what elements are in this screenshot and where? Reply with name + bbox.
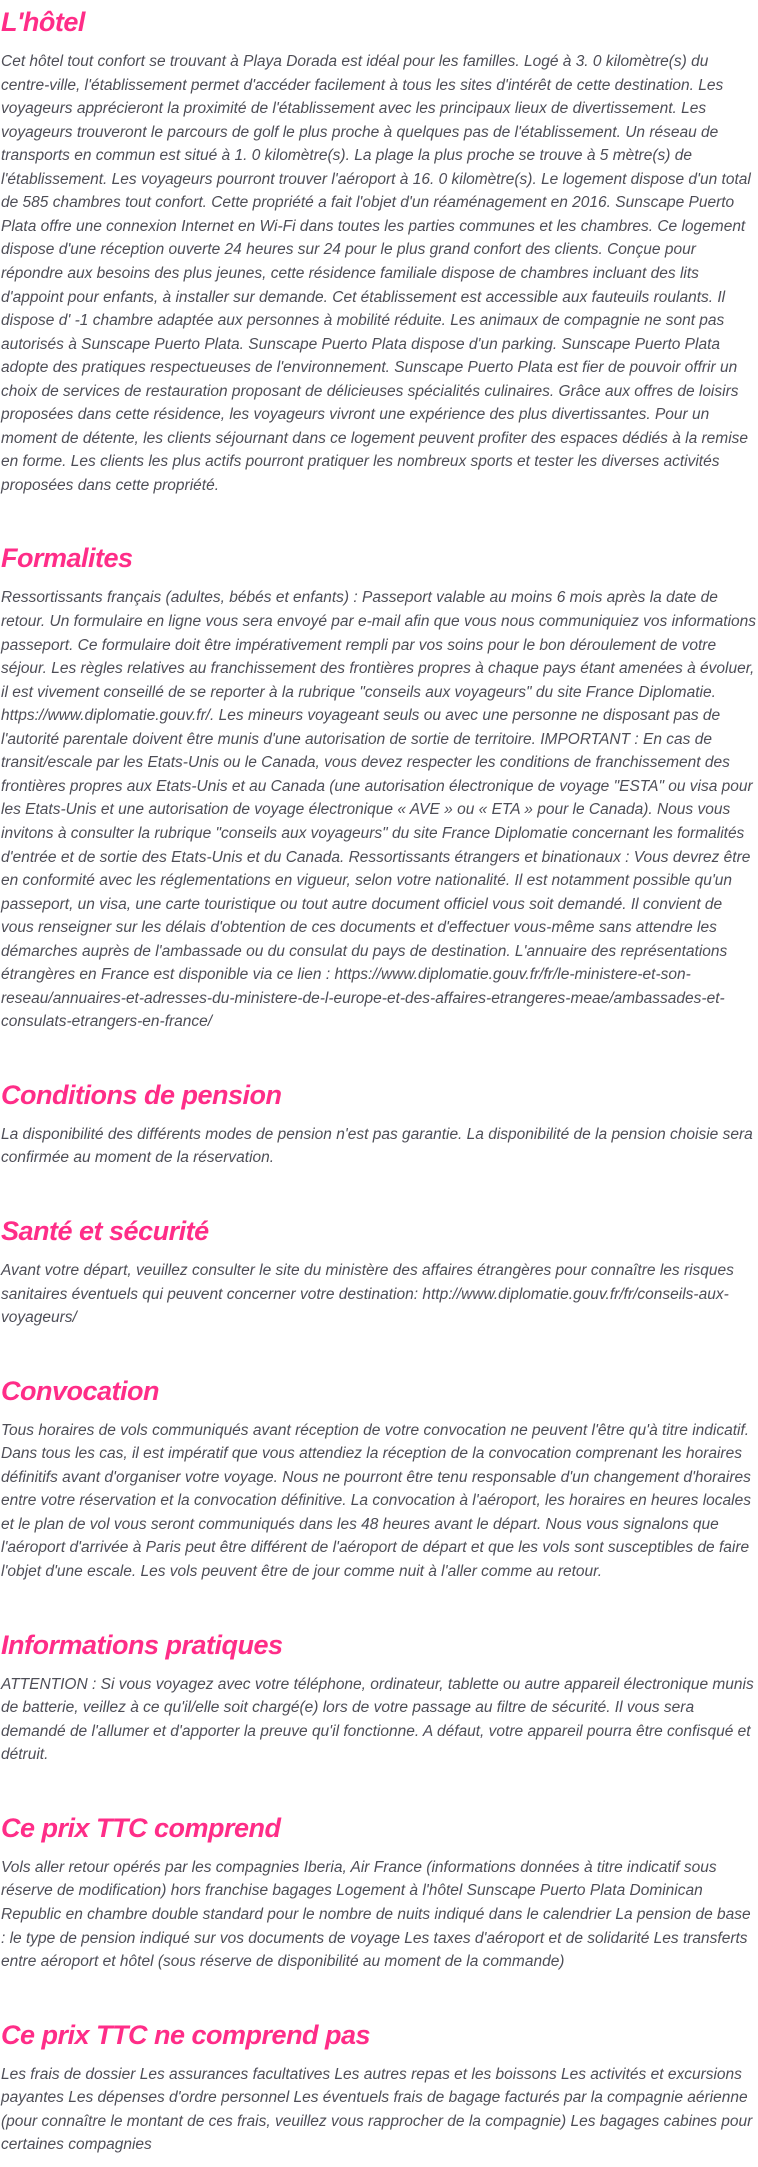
section-body-hotel: Cet hôtel tout confort se trouvant à Playa Dorada est idéal pour les familles. Logé à 3. 0 kilomètre(s) du centre-ville, l'établissement permet d'accéder facilement à tous les sites d'intérêt de cette destination. Les voyageurs apprécieront la proximité de l'établissement avec les principaux lieux de divertissement. Les voyageurs trouveront le parcours de golf le plus proche à quelques pas de l'établissement. Un réseau de transports en commun est situé à 1. 0 kilomètre(s). La plage la plus proche se trouve à 5 mètre(s) de l'établissement. Les voyageurs pourront trouver l'aéroport à 16. 0 kilomètre(s). Le logement dispose d'un total de 585 chambres tout confort. Cette propriété a fait l'objet d'un réaménagement en 2016. Sunscape Puerto Plata offre une connexion Internet en Wi-Fi dans toutes les parties communes et les chambres. Ce logement dispose d'une réception ouverte 24 heures sur 24 pour le plus grand confort des clients. Conçue pour répondre aux besoins des plus jeunes, cette résidence familiale dispose de chambres incluant des lits d'appoint pour enfants, à installer sur demande. Cet établissement est accessible aux fauteuils roulants. Il dispose d' -1 chambre adaptée aux personnes à mobilité réduite. Les animaux de compagnie ne sont pas autorisés à Sunscape Puerto Plata. Sunscape Puerto Plata dispose d'un parking. Sunscape Puerto Plata adopte des pratiques respectueuses de l'environnement. Sunscape Puerto Plata est fier de pouvoir offrir un choix de services de restauration proposant de délicieuses spécialités culinaires. Grâce aux offres de loisirs proposées dans cette résidence, les voyageurs vivront une expérience des plus divertissantes. Pour un moment de détente, les clients séjournant dans ce logement peuvent profiter des espaces dédiés à la remise en forme. Les clients les plus actifs pourront pratiquer les nombreux sports et tester les diverses activités proposées dans cette propriété.: [1, 53, 751, 494]
section-title-formalites: Formalites: [1, 543, 133, 574]
section-title-hotel: L'hôtel: [1, 7, 85, 37]
section-sante-et-securite: [1, 1216, 756, 1330]
section-body-convocation: Tous horaires de vols communiqués avant réception de votre convocation ne peuvent l'être qu'à titre indicatif. Dans tous les cas, il est impératif que vous attendiez la réception de la convocation comprenant les horaires définitifs avant d'organiser votre voyage. Nous ne pourront être tenu responsable d'un changement d'horaires entre votre réservation et la convocation définitive. La convocation à l'aéroport, les horaires en heures locales et le plan de vol vous seront communiqués dans les 48 heures avant le départ. Nous vous signalons que l'aéroport d'arrivée à Paris peut être différent de l'aéroport de départ et que les vols sont susceptibles de faire l'objet d'une escale. Les vols peuvent être de jour comme nuit à l'aller comme au retour.: [1, 1421, 751, 1581]
section-title-convocation: Convocation: [1, 1375, 160, 1406]
section-title-informations-pratiques: Informations pratiques: [1, 1629, 283, 1660]
section-title-ce-prix-ttc-comprend: Ce prix TTC comprend: [1, 1812, 281, 1843]
section-title-ce-prix-ttc-ne-comprend-pas: Ce prix TTC ne comprend pas: [1, 2019, 371, 2050]
section-title-conditions-de-pension: Conditions de pension: [1, 1079, 282, 1110]
section-convocation: [1, 1376, 756, 1584]
section-ce-prix-ttc-comprend: [1, 1813, 756, 1974]
section-body-ce-prix-ttc-comprend: Vols aller retour opérés par les compagnies Iberia, Air France (informations données à titre indicatif sous réserve de modification) hors franchise bagages Logement à l'hôtel Sunscape Puerto Plata Dominican Republic en chambre double standard pour le nombre de nuits indiqué dans le calendrier La pension de base : le type de pension indiqué sur vos documents de voyage Les taxes d'aéroport et de solidarité Les transferts entre aéroport et hôtel (sous réserve de disponibilité au moment de la commande): [1, 1858, 751, 1971]
section-body-informations-pratiques: ATTENTION : Si vous voyagez avec votre téléphone, ordinateur, tablette ou autre appareil électronique munis de batterie, veillez à ce qu'il/elle soit chargé(e) lors de votre passage au filtre de sécurité. Il vous sera demandé de l'allumer et d'apporter la preuve qu'il fonctionne. A défaut, votre appareil pourra être confisqué et détruit.: [1, 1675, 754, 1764]
section-body-formalites: Ressortissants français (adultes, bébés et enfants) : Passeport valable au moins 6 mois après la date de retour. Un formulaire en ligne vous sera envoyé par e-mail afin que vous nous communiquiez vos informations passeport. Ce formulaire doit être impérativement rempli par vos soins pour le bon déroulement de votre séjour. Les règles relatives au franchissement des frontières propres à chaque pays étant amenées à évoluer, il est vivement conseillé de se reporter à la rubrique "conseils aux voyageurs" du site France Diplomatie. https://www.diplomatie.gouv.fr/. Les mineurs voyageant seuls ou avec une personne ne disposant pas de l'autorité parentale doivent être munis d'une autorisation de sortie de territoire. IMPORTANT : En cas de transit/escale par les Etats-Unis ou le Canada, vous devez respecter les conditions de franchissement des frontières propres aux Etats-Unis et au Canada (une autorisation électronique de voyage "ESTA" ou visa pour les Etats-Unis et une autorisation de voyage électronique « AVE » ou « ETA » pour le Canada). Nous vous invitons à consulter la rubrique "conseils aux voyageurs" du site France Diplomatie concernant les formalités d'entrée et de sortie des Etats-Unis et du Canada. Ressortissants étrangers et binationaux : Vous devrez être en conformité avec les réglementations en vigueur, selon votre nationalité. Il est notamment possible qu'un passeport, un visa, une carte touristique ou tout autre document officiel vous soit demandé. Il convient de vous renseigner sur les délais d'obtention de ces documents et d'effectuer vous-même sans attendre les démarches auprès de l'ambassade ou du consulat du pays de destination. L'annuaire des représentations étrangères en France est disponible via ce lien : https://www.diplomatie.gouv.fr/fr/le-ministere-et-son-reseau/annuaires-et-adresses-du-ministere-de-l-europe-et-des-affaires-etrangeres-meae/ambassades-et-consulats-etrangers-en-france/: [1, 589, 756, 1031]
section-body-ce-prix-ttc-ne-comprend-pas: Les frais de dossier Les assurances facultatives Les autres repas et les boissons Les activités et excursions payantes Les dépenses d'ordre personnel Les éventuels frais de bagage facturés par la compagnie aérienne (pour connaître le montant de ces frais, veuillez vous rapprocher de la compagnie) Les bagages cabines pour certaines compagnies: [1, 2065, 753, 2154]
section-conditions-de-pension: [1, 1080, 756, 1170]
section-ce-prix-ttc-ne-comprend-pas: [1, 2020, 756, 2157]
section-informations-pratiques: [1, 1630, 756, 1767]
section-hotel: [1, 7, 756, 497]
section-body-sante-et-securite: Avant votre départ, veuillez consulter le site du ministère des affaires étrangères pour connaître les risques sanitaires éventuels qui peuvent concerner votre destination: http://www.diplomatie.gouv.fr/fr/conseils-aux-voyageurs/: [1, 1262, 734, 1327]
section-body-conditions-de-pension: La disponibilité des différents modes de pension n'est pas garantie. La disponibilité de la pension choisie sera confirmée au moment de la réservation.: [1, 1125, 753, 1167]
section-title-sante-et-securite: Santé et sécurité: [1, 1216, 209, 1247]
section-formalites: [1, 543, 756, 1033]
